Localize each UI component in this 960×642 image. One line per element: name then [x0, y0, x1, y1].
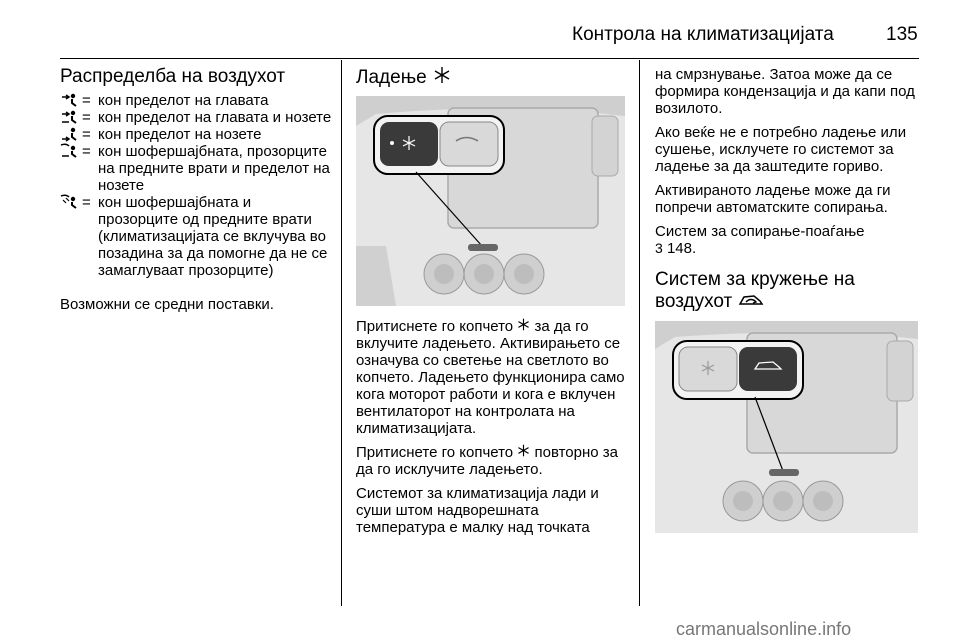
- section-heading-cooling: Ладење: [356, 66, 626, 90]
- figure-recirculation-button-panel: [655, 321, 918, 533]
- air-recirculation-icon: [738, 291, 764, 312]
- column-divider: [639, 60, 640, 606]
- definition-text: кон пределот на главата: [98, 92, 269, 109]
- header-title: Контрола на климатизацијата: [572, 24, 834, 45]
- snowflake-icon: [517, 444, 530, 461]
- figure-ac-button-panel: [356, 96, 625, 306]
- paragraph-condensation: на смрзнување. Затоа може да се формира кондензација и да капи под возилото.: [655, 66, 915, 117]
- paragraph-system-dries: Системот за климатизација лади и суши штом надворешната температура е малку над точката: [356, 485, 599, 536]
- definition-item: = кон шофершајбната и прозорците од предните врати (климатизацијата се вклучува во позадина за да помогне да не се замаглуваат прозорците): [60, 194, 335, 279]
- snowflake-icon: [517, 318, 530, 335]
- section-heading-air-distribution: Распределба на воздухот: [60, 66, 286, 87]
- page-number: 135: [886, 24, 918, 45]
- column-air-distribution: [60, 66, 335, 320]
- definition-item: = кон пределот на нозете: [60, 126, 335, 143]
- definition-item: = кон шофершајбната, прозорците на предните врати и пределот на нозете: [60, 143, 335, 194]
- definition-text: кон пределот на нозете: [98, 126, 262, 143]
- airflow-head-icon: [60, 92, 82, 109]
- definition-text: кон шофершајбната и прозорците од предните врати (климатизацијата се вклучува во позадина за да помогне да не се замаглуваат прозорците): [98, 194, 328, 279]
- airflow-windscreen-icon: [60, 194, 82, 211]
- page-reference-link[interactable]: 148.: [666, 240, 697, 257]
- note-intermediate-settings: Возможни се средни поставки.: [60, 296, 274, 313]
- definition-text: кон пределот на главата и нозете: [98, 109, 332, 126]
- paragraph-activate-cooling: Притиснете го копчето за да го вклучите ладењето. Активирањето се означува со светење на светлото во копчето. Ладењето функционира само кога моторот работи и кога е вклучен вентилаторот на контролата на климатизацијата.: [356, 318, 625, 437]
- column-divider: [341, 60, 342, 606]
- section-heading-recirculation: Систем за кружење на воздухот: [655, 269, 855, 312]
- paragraph-stop-start-reference: Систем за сопирање-поаѓање 3 148.: [655, 223, 865, 257]
- airflow-head-feet-icon: [60, 109, 82, 126]
- header-rule: [60, 58, 919, 59]
- paragraph-deactivate-cooling: Притиснете го копчето повторно за да го исклучите ладењето.: [356, 444, 619, 478]
- airflow-windscreen-feet-icon: [60, 143, 82, 160]
- definition-item: = кон пределот на главата: [60, 92, 335, 109]
- airflow-feet-icon: [60, 126, 82, 143]
- definition-item: = кон пределот на главата и нозете: [60, 109, 335, 126]
- snowflake-icon: [433, 66, 451, 90]
- watermark-site: carmanualsonline.info: [676, 619, 852, 639]
- page-header: [0, 0, 960, 60]
- column-cooling-continued: [655, 66, 925, 545]
- column-cooling: [356, 66, 626, 543]
- page-reference-arrow-icon: 3: [655, 240, 663, 256]
- paragraph-save-fuel: Ако веќе не е потребно ладење или сушење, исклучете го системот за ладење за да заштедите гориво.: [655, 124, 907, 175]
- paragraph-autostop: Активираното ладење може да ги попречи автоматските сопирања.: [655, 182, 891, 216]
- definition-text: кон шофершајбната, прозорците на предните врати и пределот на нозете: [98, 143, 330, 194]
